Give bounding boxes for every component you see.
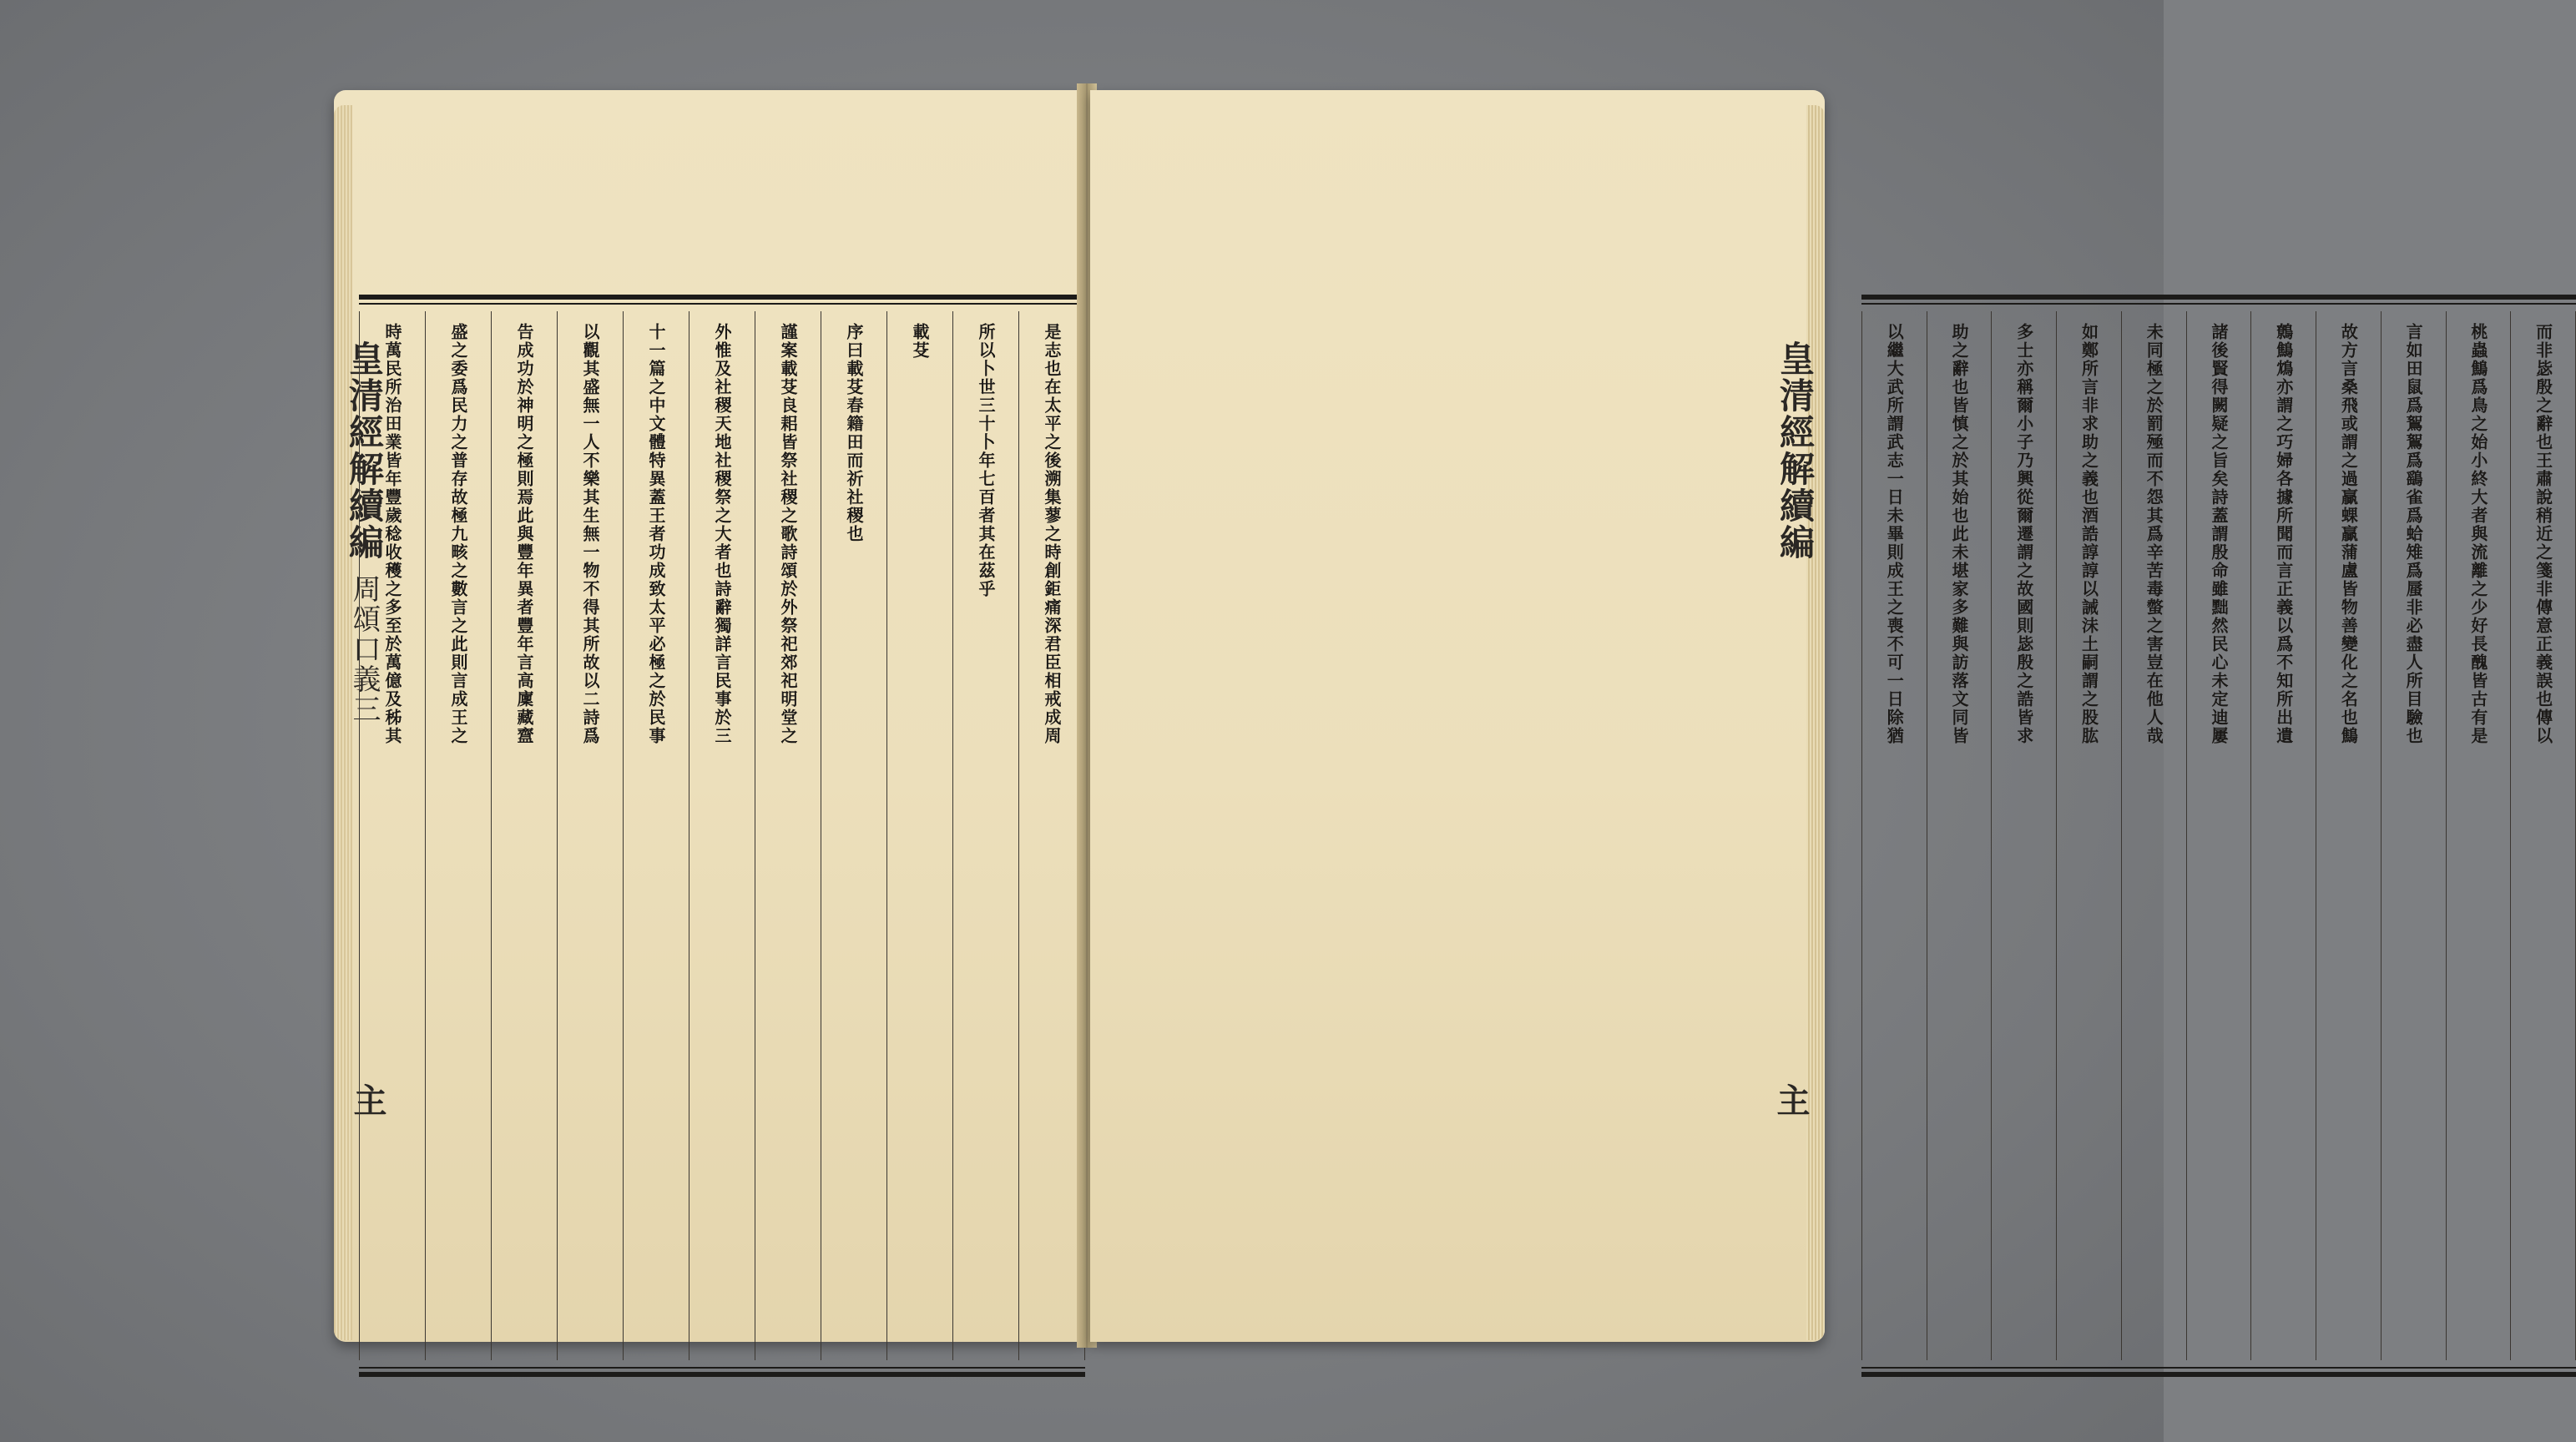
right-column-text: 未同極之於罰殛而不怨其爲辛苦毒螫之害豈在他人哉 — [2144, 323, 2164, 745]
left-text-frame — [359, 295, 1085, 1377]
left-column-10 — [425, 311, 491, 1360]
left-column-text: 以觀其盛無一人不樂其生無一物不得其所故以二詩爲 — [580, 323, 600, 745]
left-column-5 — [755, 311, 821, 1360]
right-column-3 — [2381, 311, 2446, 1360]
bleed-through-text — [659, 124, 707, 160]
right-margin-title: 皇清經解續編 — [1775, 340, 1816, 561]
right-column-6 — [2186, 311, 2251, 1360]
right-page — [1090, 90, 2553, 1342]
right-text-frame — [1861, 295, 2576, 1377]
left-column-text: 謹案載芟良耜皆祭社稷之歌詩頌於外祭祀郊祀明堂之 — [778, 323, 798, 745]
right-column-text: 鷯鷦鴆亦謂之巧婦各據所聞而言正義以爲不知所出遺 — [2273, 323, 2294, 745]
left-column-text: 外惟及社稷天地社稷祭之大者也詩辭獨詳言民事於三 — [712, 323, 732, 745]
right-column-text: 多士亦稱爾小子乃興從爾遷謂之故國則毖殷之誥皆求 — [2013, 323, 2034, 745]
left-column-6 — [689, 311, 755, 1360]
left-column-9 — [491, 311, 557, 1360]
right-column-5 — [2250, 311, 2316, 1360]
left-column-2 — [952, 311, 1018, 1360]
left-column-text: 盛之委爲民力之普存故極九畡之數言之此則言成王之 — [448, 323, 468, 745]
left-column-text: 時萬民所治田業皆年豐歲稔收穫之多至於萬億及秭其 — [382, 323, 402, 745]
left-columns — [359, 311, 1085, 1360]
left-column-11 — [359, 311, 425, 1360]
left-column-3 — [886, 311, 952, 1360]
right-column-8 — [2056, 311, 2121, 1360]
left-column-8 — [557, 311, 623, 1360]
left-margin-title: 皇清經解續編 — [344, 340, 385, 561]
left-column-text: 是志也在太平之後溯集蓼之時創鉅痛深君臣相戒成周 — [1042, 323, 1062, 745]
right-column-text: 助之辭也皆慎之於其始也此未堪家多難與訪落文同皆 — [1949, 323, 1970, 745]
right-column-7 — [2121, 311, 2186, 1360]
right-column-text: 諸後賢得闕疑之旨矣詩蓋謂殷命雖黜然民心未定迪屢 — [2208, 323, 2229, 745]
right-column-text: 故方言桑飛或謂之過贏蜾贏蒲盧皆物善變化之名也鷦 — [2338, 323, 2359, 745]
left-page — [334, 90, 1085, 1342]
left-column-text: 所以卜世三十卜年七百者其在茲乎 — [976, 323, 996, 598]
right-column-2 — [2446, 311, 2511, 1360]
left-column-7 — [623, 311, 689, 1360]
right-column-10 — [1927, 311, 1992, 1360]
right-column-9 — [1991, 311, 2056, 1360]
right-column-text: 而非毖殷之辭也王肅說稍近之箋非傳意正義誤也傳以 — [2533, 323, 2553, 745]
left-column-text: 十一篇之中文體特異蓋王者功成致太平必極之於民事 — [646, 323, 666, 745]
right-column-text: 以繼大武所謂武志一日未畢則成王之喪不可一日除猶 — [1884, 323, 1905, 745]
right-column-text: 如鄭所言非求助之義也酒誥諄諄以誡沬土嗣謂之股肱 — [2078, 323, 2099, 745]
left-margin-section: 周頌口義三 — [347, 574, 381, 724]
left-column-text: 告成功於神明之極則焉此與豐年異者豐年言高廩藏齍 — [514, 323, 534, 745]
left-column-4 — [821, 311, 886, 1360]
right-column-11 — [1861, 311, 1927, 1360]
page-edges-right — [1806, 105, 1825, 1340]
right-column-1 — [2510, 311, 2576, 1360]
left-column-1 — [1018, 311, 1085, 1360]
right-folio: 主 — [1771, 1083, 1811, 1117]
right-column-4 — [2316, 311, 2381, 1360]
left-column-text: 序曰載芟春籍田而祈社稷也 — [844, 323, 864, 543]
right-columns — [1861, 311, 2576, 1360]
right-column-text: 桃蟲鷦爲鳥之始小終大者與流離之少好長醜皆古有是 — [2467, 323, 2488, 745]
open-book — [326, 83, 2553, 1360]
left-folio: 主 — [348, 1083, 387, 1117]
left-column-text: 載芟 — [910, 323, 930, 360]
right-column-text: 言如田鼠爲鴽鴽爲鷂雀爲蛤雉爲蜃非必盡人所目驗也 — [2403, 323, 2424, 745]
